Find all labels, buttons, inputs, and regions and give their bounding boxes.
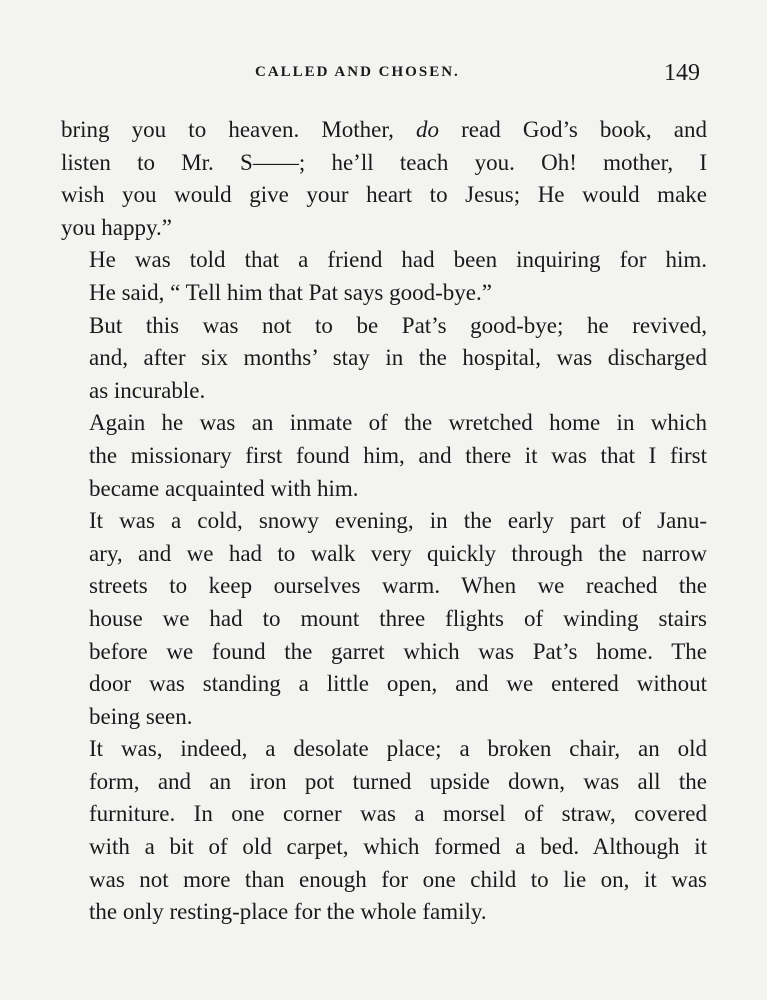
text-line: It was, indeed, a desolate place; a broken chair, an old <box>89 736 707 762</box>
text-line: being seen. <box>89 703 193 729</box>
paragraph <box>61 407 707 505</box>
text-line: streets to keep ourselves warm. When we reached the <box>89 573 707 599</box>
text-line: was not more than enough for one child to lie on, it was <box>89 866 707 892</box>
text-line: the missionary first found him, and there it was that I first <box>89 442 707 468</box>
text-line: before we found the garret which was Pat’s home. The <box>89 638 707 664</box>
text-line: ary, and we had to walk very quickly through the narrow <box>89 540 707 566</box>
text-line: listen to Mr. S——; he’ll teach you. Oh! mother, I <box>61 149 707 175</box>
text-line: It was a cold, snowy evening, in the early part of Janu- <box>89 508 707 534</box>
paragraph <box>61 310 707 408</box>
text-line: Again he was an inmate of the wretched home in which <box>89 410 707 436</box>
text-line: with a bit of old carpet, which formed a bed. Although it <box>89 834 707 860</box>
page-number: 149 <box>664 60 700 86</box>
paragraph <box>61 114 707 244</box>
text-line: wish you would give your heart to Jesus; He would make <box>61 182 707 208</box>
text-line: and, after six months’ stay in the hospital, was discharged <box>89 345 707 371</box>
text-line: form, and an iron pot turned upside down, was all the <box>89 768 707 794</box>
text-line: But this was not to be Pat’s good-bye; he revived, <box>89 312 707 338</box>
text-line: furniture. In one corner was a morsel of straw, covered <box>89 801 707 827</box>
body-text <box>61 114 707 929</box>
text-line: door was standing a little open, and we entered without <box>89 671 707 697</box>
text-line: you happy.” <box>61 214 172 240</box>
text-line: as incurable. <box>89 377 206 403</box>
text-line: He said, “ Tell him that Pat says good-bye.” <box>89 279 492 305</box>
text-line: the only resting-place for the whole family. <box>89 899 487 925</box>
paragraph <box>61 244 707 309</box>
text-line: house we had to mount three flights of winding stairs <box>89 605 707 631</box>
text-line: became acquainted with him. <box>89 475 359 501</box>
text-line: bring you to heaven. Mother, do read God’s book, and <box>61 117 707 142</box>
running-head: CALLED AND CHOSEN. <box>255 64 460 80</box>
paragraph <box>61 733 707 929</box>
text-line: He was told that a friend had been inquiring for him. <box>89 247 707 273</box>
page-header <box>0 60 767 90</box>
paragraph <box>61 505 707 733</box>
